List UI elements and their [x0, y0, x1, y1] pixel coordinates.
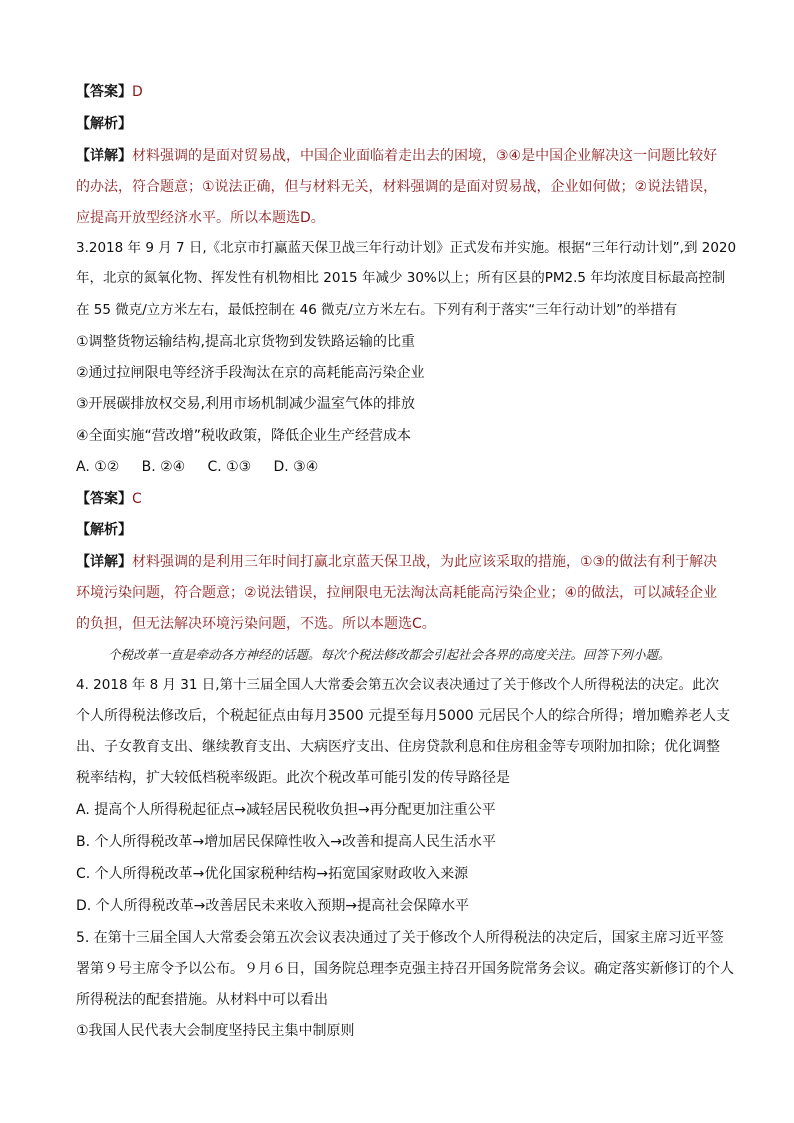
- q4-stem-line-2: 个人所得税法修改后，个税起征点由每月3500 元提至每月5000 元居民个人的综合所得；增加赡养老人支: [76, 708, 731, 724]
- detail-label: 【详解】: [76, 148, 132, 164]
- q4-option-c: C. 个人所得税改革→优化国家税种结构→拓宽国家财政收入来源: [76, 866, 469, 882]
- q3-item-3: ③开展碳排放权交易,利用市场机制减少温室气体的排放: [76, 396, 415, 412]
- q4-stem-line-4: 税率结构，扩大较低档税率级距。此次个税改革可能引发的传导路径是: [76, 770, 510, 786]
- q3-analysis-label: 【解析】: [76, 522, 132, 538]
- q3-stem-line-2: 年，北京的氮氧化物、挥发性有机物相比 2015 年减少 30%以上；所有区县的PM2.5 年均浓度目标最高控制: [76, 270, 726, 286]
- q2-answer: [76, 82, 143, 102]
- q3-item-1: ①调整货物运输结构,提高北京货物到发铁路运输的比重: [76, 334, 415, 350]
- q4-option-a: A. 提高个人所得税起征点→减轻居民税收负担→再分配更加注重公平: [76, 802, 496, 818]
- q3-options: A. ①② B. ②④ C. ①③ D. ③④: [76, 459, 319, 475]
- q3-stem-line-1: 3.2018 年 9 月 7 日,《北京市打赢蓝天保卫战三年行动计划》正式发布并实施。根据“三年行动计划”,到 2020: [76, 240, 737, 256]
- q2-detail-line-3: 应提高开放型经济水平。所以本题选D。: [76, 210, 325, 226]
- q3-detail-line-3: 的负担，但无法解决环境污染问题，不选。所以本题选C。: [76, 616, 436, 632]
- q3-answer: 【答案】C: [76, 491, 142, 507]
- q5-item-1: ①我国人民代表大会制度坚持民主集中制原则: [76, 1023, 355, 1039]
- q2-analysis-label: 【解析】: [76, 116, 132, 132]
- answer-value: D: [132, 84, 143, 100]
- answer-label: 【答案】: [76, 84, 132, 100]
- q2-detail-line-1: 【详解】材料强调的是面对贸易战，中国企业面临着走出去的困境，③④是中国企业解决这一问题比较好: [76, 148, 718, 164]
- q4-stem-line-1: 4. 2018 年 8 月 31 日,第十三届全国人大常委会第五次会议表决通过了关于修改个人所得税法的决定。此次: [76, 677, 720, 693]
- q3-detail-line-2: 环境污染问题，符合题意；②说法错误，拉闸限电无法淘汰高耗能高污染企业；④的做法，可以减轻企业: [76, 585, 718, 601]
- q4-stem-line-3: 出、子女教育支出、继续教育支出、大病医疗支出、住房贷款利息和住房租金等专项附加扣除；优化调整: [76, 739, 720, 755]
- q3-detail-line-1: 【详解】材料强调的是利用三年时间打赢北京蓝天保卫战，为此应该采取的措施，①③的做法有利于解决: [76, 554, 718, 570]
- q5-stem-line-3: 所得税法的配套措施。从材料中可以看出: [76, 992, 328, 1008]
- q4-option-b: B. 个人所得税改革→增加居民保障性收入→改善和提高人民生活水平: [76, 834, 496, 850]
- q3-item-2: ②通过拉闸限电等经济手段淘汰在京的高耗能高污染企业: [76, 365, 425, 381]
- q2-detail-line-2: 的办法，符合题意；①说法正确，但与材料无关，材料强调的是面对贸易战，企业如何做；②说法错误，: [76, 179, 718, 195]
- material-intro: 个税改革一直是牵动各方神经的话题。每次个税法修改都会引起社会各界的高度关注。回答下列小题。: [108, 647, 671, 662]
- q3-item-4: ④全面实施“营改增”税收政策，降低企业生产经营成本: [76, 428, 412, 444]
- q5-stem-line-2: 署第９号主席令予以公布。９月６日，国务院总理李克强主持召开国务院常务会议。确定落实新修订的个人: [76, 961, 734, 977]
- q5-stem-line-1: 5. 在第十三届全国人大常委会第五次会议表决通过了关于修改个人所得税法的决定后，国家主席习近平签: [76, 930, 724, 946]
- q3-stem-line-3: 在 55 微克/立方米左右，最低控制在 46 微克/立方米左右。下列有利于落实“三年行动计划”的举措有: [76, 302, 678, 318]
- q4-option-d: D. 个人所得税改革→改善居民未来收入预期→提高社会保障水平: [76, 898, 470, 914]
